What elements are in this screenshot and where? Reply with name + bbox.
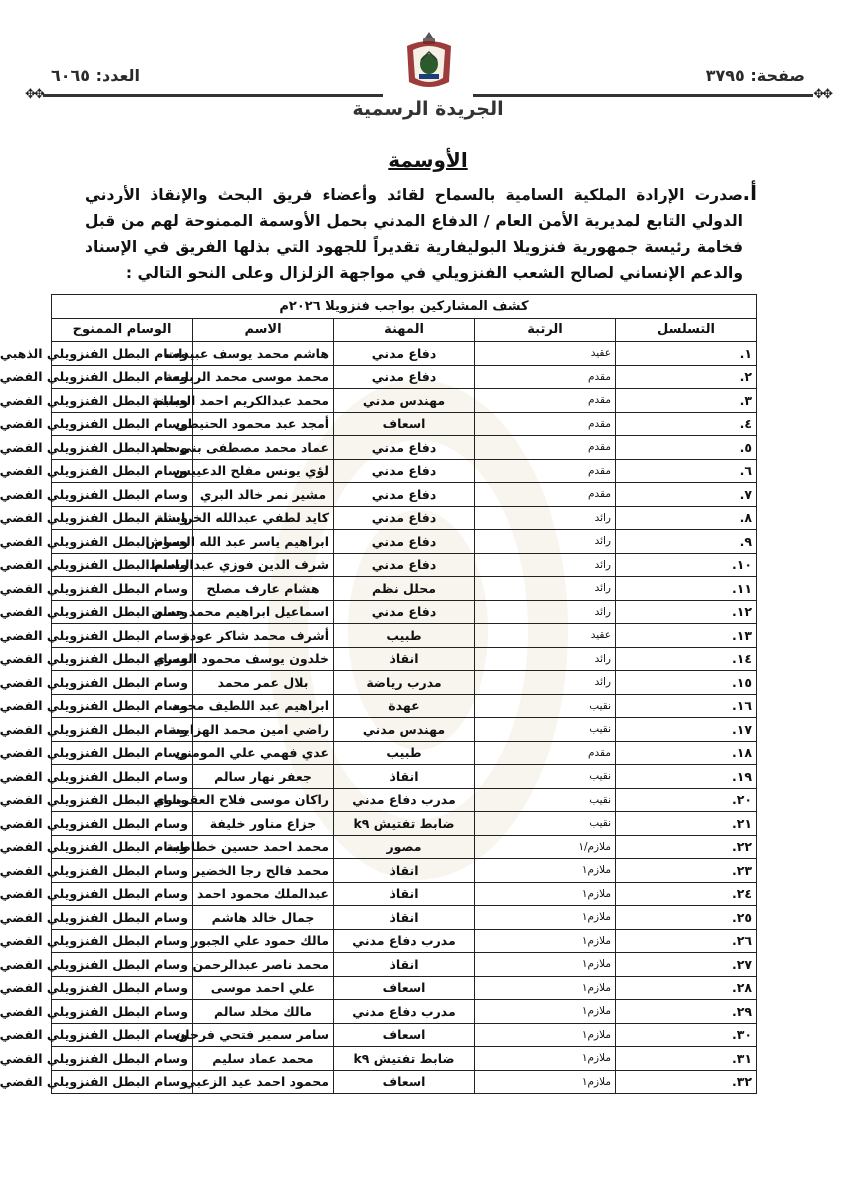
- cell-rank: مقدم: [475, 365, 616, 389]
- cell-serial: ٣٢.: [616, 1070, 757, 1094]
- cell-serial: ٢٣.: [616, 859, 757, 883]
- cell-serial: ١٠.: [616, 553, 757, 577]
- cell-profession: دفاع مدني: [334, 600, 475, 624]
- cell-profession: دفاع مدني: [334, 342, 475, 366]
- cell-name: محمد فالح رجا الخضير: [193, 859, 334, 883]
- cell-rank: عقيد: [475, 342, 616, 366]
- table-row: [52, 553, 757, 577]
- cell-serial: ٤.: [616, 412, 757, 436]
- cell-profession: مدرب رياضة: [334, 671, 475, 695]
- table-row: [52, 412, 757, 436]
- cell-name: لؤي يونس مفلح الدعيبس: [193, 459, 334, 483]
- cell-serial: ١٧.: [616, 718, 757, 742]
- cell-name: محمد عبدالكريم احمد العبابنة: [193, 389, 334, 413]
- cell-medal: وسام البطل الفنزويلي الفضي: [52, 624, 193, 648]
- cell-profession: طبيب: [334, 741, 475, 765]
- cell-profession: اسعاف: [334, 412, 475, 436]
- table-body: [0, 342, 757, 1094]
- cell-serial: ١٥.: [616, 671, 757, 695]
- cell-serial: ٧.: [616, 483, 757, 507]
- header-rule-left: [43, 94, 383, 97]
- cell-medal: وسام البطل الفنزويلي الفضي: [52, 389, 193, 413]
- cell-medal: وسام البطل الفنزويلي الفضي: [52, 1070, 193, 1094]
- cell-name: راكان موسى فلاح العقرباوي: [193, 788, 334, 812]
- cell-profession: مصور: [334, 835, 475, 859]
- cell-profession: مدرب دفاع مدني: [334, 788, 475, 812]
- cell-rank: نقيب: [475, 694, 616, 718]
- cell-rank: ملازم١: [475, 882, 616, 906]
- table-row: [52, 882, 757, 906]
- cell-profession: دفاع مدني: [334, 530, 475, 554]
- cell-serial: ٢٠.: [616, 788, 757, 812]
- cell-profession: دفاع مدني: [334, 553, 475, 577]
- cell-profession: انقاذ: [334, 765, 475, 789]
- cell-rank: ملازم١: [475, 1000, 616, 1024]
- cell-medal: وسام البطل الفنزويلي الفضي: [52, 882, 193, 906]
- cell-medal: وسام البطل الفنزويلي الفضي: [52, 530, 193, 554]
- table-row: [52, 624, 757, 648]
- cell-profession: انقاذ: [334, 953, 475, 977]
- cell-serial: ١.: [616, 342, 757, 366]
- cell-medal: وسام البطل الفنزويلي الفضي: [52, 1000, 193, 1024]
- cell-name: محمد ناصر عبدالرحمن: [193, 953, 334, 977]
- cell-serial: ٢٢.: [616, 835, 757, 859]
- table-row: [52, 812, 757, 836]
- cell-medal: وسام البطل الفنزويلي الفضي: [52, 647, 193, 671]
- table-row: [52, 577, 757, 601]
- cell-profession: انقاذ: [334, 859, 475, 883]
- cell-rank: نقيب: [475, 812, 616, 836]
- cell-serial: ٢١.: [616, 812, 757, 836]
- header-name: الاسم: [193, 318, 334, 342]
- cell-name: راضي امين محمد الهزايمة: [193, 718, 334, 742]
- cell-profession: انقاذ: [334, 882, 475, 906]
- cell-rank: رائد: [475, 530, 616, 554]
- cell-medal: وسام البطل الفنزويلي الفضي: [52, 953, 193, 977]
- cell-rank: رائد: [475, 600, 616, 624]
- cell-medal: وسام البطل الفنزويلي الفضي: [52, 577, 193, 601]
- cell-serial: ١٤.: [616, 647, 757, 671]
- cell-name: جزاع مناور خليفة: [193, 812, 334, 836]
- table-row: [52, 436, 757, 460]
- cell-medal: وسام البطل الفنزويلي الفضي: [52, 765, 193, 789]
- gazette-header: [3, 0, 853, 130]
- table-row: [52, 506, 757, 530]
- cell-profession: مدرب دفاع مدني: [334, 1000, 475, 1024]
- cell-serial: ٢٤.: [616, 882, 757, 906]
- cell-rank: مقدم: [475, 459, 616, 483]
- cell-medal: وسام البطل الفنزويلي الفضي: [52, 718, 193, 742]
- cell-medal: وسام البطل الفنزويلي الفضي: [52, 859, 193, 883]
- cell-name: أمجد عبد محمود الحنيطي: [193, 412, 334, 436]
- table-row: [52, 647, 757, 671]
- header-profession: المهنة: [334, 318, 475, 342]
- cell-name: شرف الدين فوزي عبدالباسط: [193, 553, 334, 577]
- cell-name: جمال خالد هاشم: [193, 906, 334, 930]
- ornament-knot-icon: ✥✥: [25, 87, 43, 102]
- table-row: [52, 530, 757, 554]
- cell-name: مالك حمود علي الجبور: [193, 929, 334, 953]
- issue-number: العدد: ٦٠٦٥: [51, 66, 141, 85]
- cell-rank: ملازم١: [475, 1023, 616, 1047]
- table-row: [52, 694, 757, 718]
- cell-rank: نقيب: [475, 718, 616, 742]
- cell-name: ابراهيم عبد اللطيف محمد: [193, 694, 334, 718]
- cell-serial: ١٦.: [616, 694, 757, 718]
- clause-marker: أ.: [742, 181, 757, 205]
- cell-name: عبدالملك محمود احمد: [193, 882, 334, 906]
- cell-medal: وسام البطل الفنزويلي الفضي: [52, 812, 193, 836]
- cell-profession: طبيب: [334, 624, 475, 648]
- cell-name: بلال عمر محمد: [193, 671, 334, 695]
- cell-serial: ٢٦.: [616, 929, 757, 953]
- table-row: [52, 976, 757, 1000]
- participants-table: [0, 294, 757, 1094]
- cell-rank: ملازم١: [475, 859, 616, 883]
- table-row: [52, 459, 757, 483]
- cell-medal: وسام البطل الفنزويلي الفضي: [52, 788, 193, 812]
- cell-profession: عهدة: [334, 694, 475, 718]
- cell-medal: وسام البطل الفنزويلي الذهبي: [52, 342, 193, 366]
- cell-serial: ١٢.: [616, 600, 757, 624]
- intro-text: صدرت الإرادة الملكية السامية بالسماح لقائد وأعضاء فريق البحث والإنقاذ الأردني الدولي التابع لمديرية الأمن العام / الدفاع المدني بحمل الأوسمة الممنوحة لهم من قبل فخامة رئيسة جمهورية فنزويلا البوليفارية تقديراً للجهود التي بذلها الفريق في الإسناد والدعم الإنساني لصالح الشعب الفنزويلي في مواجهة الزلزال وعلى النحو التالي :: [85, 186, 743, 282]
- cell-rank: رائد: [475, 647, 616, 671]
- cell-name: كايد لطفي عبدالله الخرابشة: [193, 506, 334, 530]
- cell-serial: ٢٨.: [616, 976, 757, 1000]
- ornament-knot-icon: ✥✥: [813, 87, 831, 102]
- cell-medal: وسام البطل الفنزويلي الفضي: [52, 600, 193, 624]
- table-row: [52, 835, 757, 859]
- cell-serial: ٢.: [616, 365, 757, 389]
- royal-emblem-icon: [401, 30, 457, 92]
- cell-profession: مهندس مدني: [334, 389, 475, 413]
- intro-paragraph: [85, 182, 765, 286]
- table-row: [52, 741, 757, 765]
- cell-name: عدي فهمي علي المومني: [193, 741, 334, 765]
- cell-serial: ٨.: [616, 506, 757, 530]
- cell-serial: ٥.: [616, 436, 757, 460]
- table-row: [52, 765, 757, 789]
- cell-name: محمد عماد سليم: [193, 1047, 334, 1071]
- cell-serial: ٢٩.: [616, 1000, 757, 1024]
- cell-name: هاشم محمد يوسف عبيدات: [193, 342, 334, 366]
- cell-profession: اسعاف: [334, 1070, 475, 1094]
- cell-serial: ١٩.: [616, 765, 757, 789]
- cell-profession: دفاع مدني: [334, 459, 475, 483]
- cell-rank: رائد: [475, 577, 616, 601]
- cell-rank: رائد: [475, 553, 616, 577]
- cell-medal: وسام البطل الفنزويلي الفضي: [52, 506, 193, 530]
- cell-medal: وسام البطل الفنزويلي الفضي: [52, 694, 193, 718]
- cell-serial: ٣.: [616, 389, 757, 413]
- cell-medal: وسام البطل الفنزويلي الفضي: [52, 1023, 193, 1047]
- cell-name: خلدون يوسف محمود العمري: [193, 647, 334, 671]
- header-rule-right: [473, 94, 813, 97]
- cell-profession: اسعاف: [334, 1023, 475, 1047]
- cell-serial: ٣١.: [616, 1047, 757, 1071]
- table-row: [52, 389, 757, 413]
- cell-name: جعفر نهار سالم: [193, 765, 334, 789]
- cell-profession: دفاع مدني: [334, 506, 475, 530]
- page-number: صفحة: ٣٧٩٥: [705, 66, 805, 85]
- cell-rank: مقدم: [475, 741, 616, 765]
- table-row: [52, 483, 757, 507]
- cell-profession: دفاع مدني: [334, 436, 475, 460]
- cell-profession: محلل نظم: [334, 577, 475, 601]
- cell-medal: وسام البطل الفنزويلي الفضي: [52, 553, 193, 577]
- table-row: [52, 906, 757, 930]
- table-row: [52, 365, 757, 389]
- cell-profession: ضابط تفتيش k٩: [334, 1047, 475, 1071]
- cell-profession: مهندس مدني: [334, 718, 475, 742]
- cell-rank: رائد: [475, 671, 616, 695]
- cell-name: هشام عارف مصلح: [193, 577, 334, 601]
- cell-rank: نقيب: [475, 788, 616, 812]
- cell-medal: وسام البطل الفنزويلي الفضي: [52, 976, 193, 1000]
- cell-rank: مقدم: [475, 436, 616, 460]
- cell-serial: ١٣.: [616, 624, 757, 648]
- cell-rank: نقيب: [475, 765, 616, 789]
- cell-profession: ضابط تفتيش k٩: [334, 812, 475, 836]
- cell-rank: رائد: [475, 506, 616, 530]
- cell-rank: ملازم١: [475, 906, 616, 930]
- cell-profession: انقاذ: [334, 906, 475, 930]
- table-row: [52, 1023, 757, 1047]
- cell-serial: ٢٧.: [616, 953, 757, 977]
- cell-name: علي احمد موسى: [193, 976, 334, 1000]
- cell-medal: وسام البطل الفنزويلي الفضي: [52, 671, 193, 695]
- cell-name: مشير نمر خالد البري: [193, 483, 334, 507]
- cell-serial: ٩.: [616, 530, 757, 554]
- cell-profession: مدرب دفاع مدني: [334, 929, 475, 953]
- cell-medal: وسام البطل الفنزويلي الفضي: [52, 835, 193, 859]
- table-row: [52, 342, 757, 366]
- cell-rank: مقدم: [475, 483, 616, 507]
- cell-medal: وسام البطل الفنزويلي الفضي: [52, 412, 193, 436]
- cell-rank: ملازم١: [475, 953, 616, 977]
- cell-medal: وسام البطل الفنزويلي الفضي: [52, 929, 193, 953]
- table-row: [52, 1070, 757, 1094]
- cell-medal: وسام البطل الفنزويلي الفضي: [52, 906, 193, 930]
- cell-rank: ملازم/١: [475, 835, 616, 859]
- cell-name: محمد موسى محمد الربابعة: [193, 365, 334, 389]
- cell-name: مالك مخلد سالم: [193, 1000, 334, 1024]
- cell-rank: ملازم١: [475, 1047, 616, 1071]
- cell-medal: وسام البطل الفنزويلي الفضي: [52, 459, 193, 483]
- cell-rank: ملازم١: [475, 929, 616, 953]
- header-medal: الوسام الممنوح: [52, 318, 193, 342]
- cell-profession: دفاع مدني: [334, 483, 475, 507]
- cell-rank: عقيد: [475, 624, 616, 648]
- cell-serial: ٢٥.: [616, 906, 757, 930]
- cell-name: محمد احمد حسين خطاطبة: [193, 835, 334, 859]
- table-row: [52, 788, 757, 812]
- table-row: [52, 1047, 757, 1071]
- cell-name: اسماعيل ابراهيم محمد حسن: [193, 600, 334, 624]
- cell-medal: وسام البطل الفنزويلي الفضي: [52, 741, 193, 765]
- table-row: [52, 671, 757, 695]
- cell-profession: انقاذ: [334, 647, 475, 671]
- gazette-name: الجريدة الرسمية: [352, 98, 504, 120]
- cell-profession: دفاع مدني: [334, 365, 475, 389]
- table-row: [52, 1000, 757, 1024]
- cell-name: أشرف محمد شاكر عودة: [193, 624, 334, 648]
- cell-rank: ملازم١: [475, 1070, 616, 1094]
- cell-rank: مقدم: [475, 389, 616, 413]
- table-caption: كشف المشاركين بواجب فنزويلا ٢٠٢٦م: [52, 295, 757, 319]
- table-row: [52, 859, 757, 883]
- cell-serial: ١١.: [616, 577, 757, 601]
- cell-name: ابراهيم ياسر عبد الله العموش: [193, 530, 334, 554]
- cell-rank: مقدم: [475, 412, 616, 436]
- table-row: [52, 953, 757, 977]
- cell-name: محمود احمد عيد الزعبي: [193, 1070, 334, 1094]
- table-row: [52, 929, 757, 953]
- cell-profession: اسعاف: [334, 976, 475, 1000]
- cell-medal: وسام البطل الفنزويلي الفضي: [52, 365, 193, 389]
- cell-serial: ٣٠.: [616, 1023, 757, 1047]
- cell-name: سامر سمير فتحي فرحان: [193, 1023, 334, 1047]
- table-row: [52, 600, 757, 624]
- cell-medal: وسام البطل الفنزويلي الفضي: [52, 1047, 193, 1071]
- cell-name: عماد محمد مصطفى بني حمد: [193, 436, 334, 460]
- cell-rank: ملازم١: [475, 976, 616, 1000]
- table-header-row: [52, 318, 757, 342]
- cell-medal: وسام البطل الفنزويلي الفضي: [52, 436, 193, 460]
- cell-serial: ١٨.: [616, 741, 757, 765]
- table-row: [52, 718, 757, 742]
- header-rank: الرتبة: [475, 318, 616, 342]
- section-title: الأوسمة: [388, 148, 468, 172]
- cell-medal: وسام البطل الفنزويلي الفضي: [52, 483, 193, 507]
- cell-serial: ٦.: [616, 459, 757, 483]
- header-serial: التسلسل: [616, 318, 757, 342]
